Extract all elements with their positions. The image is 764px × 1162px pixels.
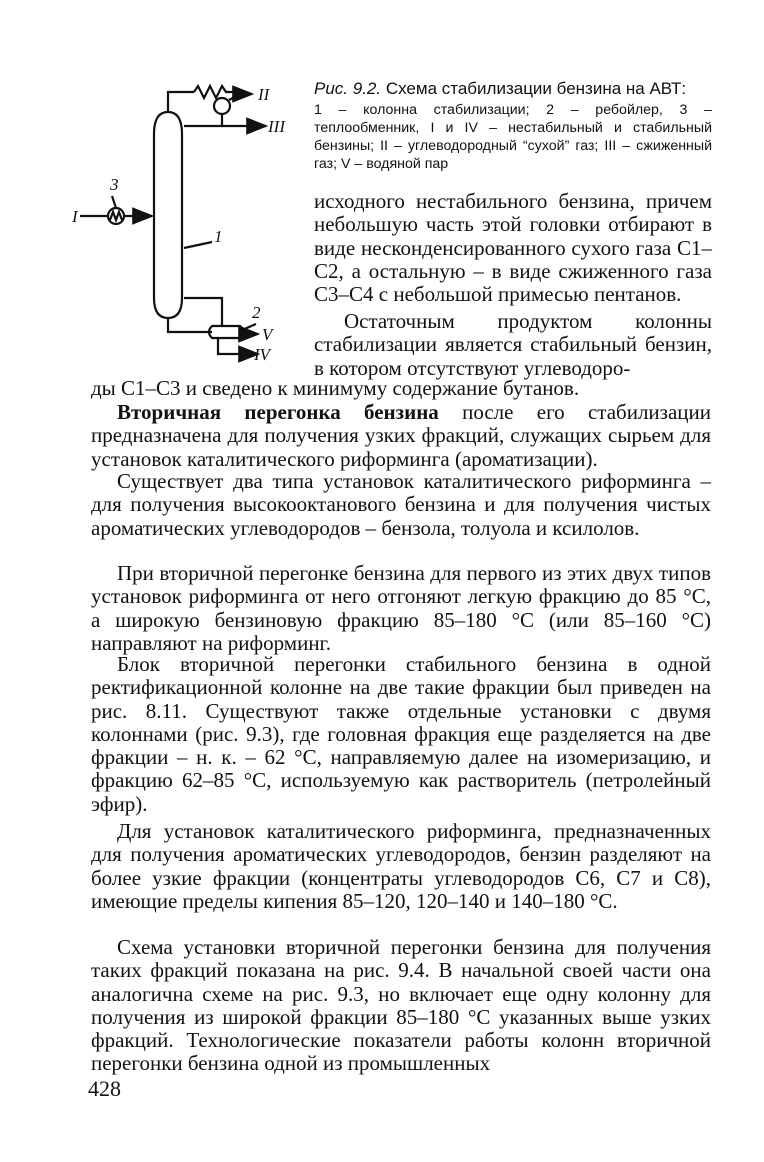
condenser-zigzag [194, 86, 238, 98]
caption-legend: 1 – колонна стабилизации; 2 – ребойлер, 3 – теплообменник, I и IV – нестабильный и стабильный бензины; II – углеводородный “сухой” газ; III – сжиженный газ; V – водяной пар [314, 102, 712, 172]
paragraph-5: При вторичной перегонке бензина для первого из этих двух типов установок риформинга от него отгоняют легкую фракцию до 85 °С, а широкую бензиновую фракцию 85–180 °С (или 85–160 °С) направляют на риформинг. [91, 561, 711, 655]
reboiler-2 [209, 326, 244, 338]
paragraph-6: Блок вторичной перегонки стабильного бензина в одной ректификационной колонне на две такие фракции был приведен на рис. 8.11. Существуют также отдельные установки с двумя колоннами (рис. 9.3), где головная фракция еще разделяется на две фракции – н. к. – 62 °С, направляемую далее на изомеризацию, и фракцию 62–85 °С, используемую как растворитель (петролейный эфир). [91, 652, 711, 816]
paragraph-3-body: после его стабилизации предназначена для получения узких фракций, служащих сырьем для установок каталитического риформинга (ароматизации). [91, 400, 711, 471]
paragraph-2-end: ды C1–C3 и сведено к минимуму содержание бутанов. [91, 376, 580, 400]
paragraph-8: Схема установки вторичной перегонки бензина для получения таких фракций показана на рис. 9.4. В начальной своей части она аналогична схеме на рис. 9.3, но включает еще одну колонну для получения из широкой фракции 85–180 °С указанных выше узких фракций. Технологические показатели работы колонн вторичной перегонки бензина одной из промышленных [91, 935, 711, 1076]
reflux-drum [214, 98, 230, 114]
label-III: III [268, 117, 285, 136]
label-II: II [258, 85, 270, 104]
figure-caption [314, 78, 712, 173]
paragraph-3-lead: Вторичная перегонка бензина [117, 400, 439, 424]
paragraph-3 [91, 401, 711, 471]
label-1: 1 [214, 227, 223, 246]
stabilization-column [154, 112, 182, 318]
paragraph-2-start: Остаточным продуктом колонны стабилизации является стабильный бензин, в котором отсутствуют углеводоро- [314, 309, 712, 380]
caption-figure-number: Рис. 9.2. [314, 79, 382, 98]
caption-title-text: Схема стабилизации бензина на АВТ: [385, 79, 687, 98]
label-I: I [72, 207, 78, 226]
label-3: 3 [110, 175, 119, 194]
paragraph-7: Для установок каталитического риформинга, предназначенных для получения ароматических углеводородов, бензин разделяют на более узкие фракции (концентраты углеводородов C6, C7 и C8), имеющие пределы кипения 85–120, 120–140 и 140–180 °С. [91, 819, 711, 913]
page-number: 428 [88, 1076, 121, 1101]
scheme-diagram [72, 78, 304, 368]
paragraph-1: исходного нестабильного бензина, причем небольшую часть этой головки отбирают в виде несконденсированного сухого газа C1–C2, а остальную – в виде сжиженного газа C3–C4 с небольшой примесью пентанов. [314, 189, 712, 307]
label-IV: IV [254, 345, 271, 364]
stabilization-scheme-figure [72, 78, 304, 368]
caption-title [314, 78, 712, 100]
overhead-line [168, 92, 194, 112]
label-V: V [262, 325, 273, 344]
label-2: 2 [252, 303, 261, 322]
paragraph-4: Существует два типа установок каталитического риформинга – для получения высокооктанового бензина и для получения чистых ароматических углеводородов – бензола, толуола и ксилолов. [91, 469, 711, 540]
